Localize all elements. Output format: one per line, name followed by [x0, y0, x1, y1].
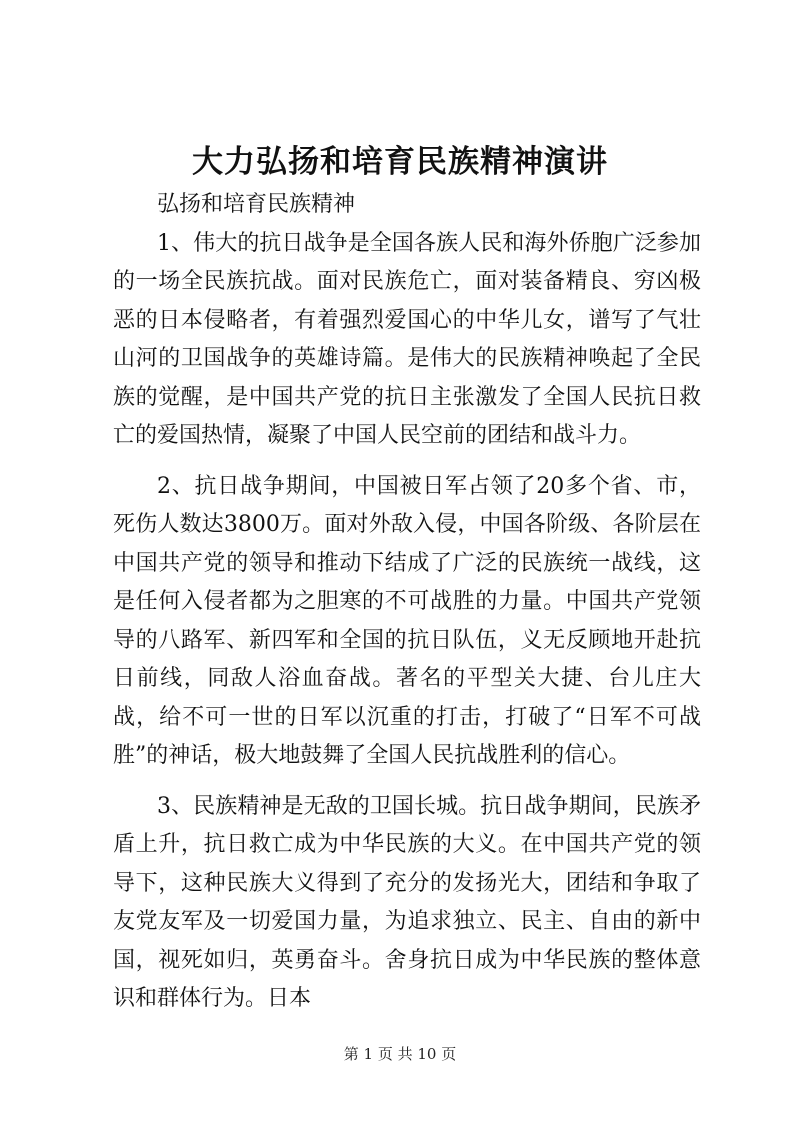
paragraph-2: 2、抗日战争期间，中国被日军占领了20多个省、市，死伤人数达3800万。面对外敌入侵，中国各阶级、各阶层在中国共产党的领导和推动下结成了广泛的民族统一战线，这是任何入侵者都为之胆寒的不可战胜的力量。中国共产党领导的八路军、新四军和全国的抗日队伍，义无反顾地开赴抗日前线，同敌人浴血奋战。著名的平型关大捷、台儿庄大战，给不可一世的日军以沉重的打击，打破了“日军不可战胜”的神话，极大地鼓舞了全国人民抗战胜利的信心。: [113, 473, 701, 768]
paragraph-1: 1、伟大的抗日战争是全国各族人民和海外侨胞广泛参加的一场全民族抗战。面对民族危亡，面对装备精良、穷凶极恶的日本侵略者，有着强烈爱国心的中华儿女，谱写了气壮山河的卫国战争的英雄诗篇。是伟大的民族精神唤起了全民族的觉醒，是中国共产党的抗日主张激发了全国人民抗日救亡的爱国热情，凝聚了中国人民空前的团结和战斗力。: [113, 230, 701, 448]
document-body: [113, 186, 701, 1019]
subtitle-line: 弘扬和培育民族精神: [157, 192, 356, 217]
paragraph-3: 3、民族精神是无敌的卫国长城。抗日战争期间，民族矛盾上升，抗日救亡成为中华民族的大义。在中国共产党的领导下，这种民族大义得到了充分的发扬光大，团结和争取了友党友军及一切爱国力量，为追求独立、民主、自由的新中国，视死如归，英勇奋斗。舍身抗日成为中华民族的整体意识和群体行为。日本: [113, 793, 701, 1011]
document-title: 大力弘扬和培育民族精神演讲: [192, 144, 608, 180]
page-footer: 第 1 页 共 10 页: [343, 1045, 457, 1063]
